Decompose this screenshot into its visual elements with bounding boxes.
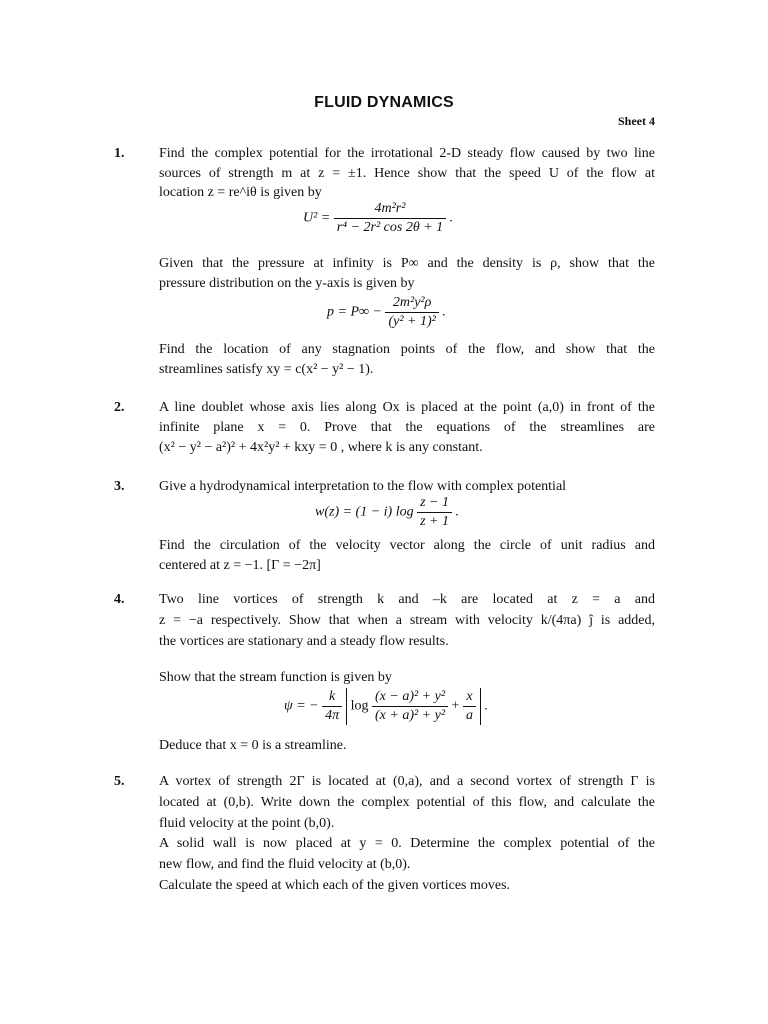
problem-text-line: centered at z = −1. [Γ = −2π] [159, 558, 321, 573]
equation-pressure [327, 294, 446, 331]
problem-text-line: located at (0,b). Write down the complex potential of this flow, and calculate the [159, 795, 655, 810]
problem-text-line: Find the location of any stagnation points of the flow, and show that the [159, 342, 655, 357]
plus-sign: + [451, 698, 460, 714]
problem-text-line: new flow, and find the fluid velocity at (b,0). [159, 857, 411, 872]
problem-text-line: z = −a respectively. Show that when a stream with velocity k/(4πa) ĵ is added, [159, 613, 655, 628]
fraction-denominator: r⁴ − 2r² cos 2θ + 1 [334, 218, 446, 237]
problem-text-line: infinite plane x = 0. Prove that the equations of the streamlines are [159, 420, 655, 435]
log-function: log [350, 698, 369, 714]
equation-lhs: p = P∞ − [327, 304, 382, 320]
problem-text-line: A line doublet whose axis lies along Ox is placed at the point (a,0) in front of the [159, 400, 655, 415]
equation-fraction [334, 200, 446, 237]
fraction-denominator: (x + a)² + y² [372, 706, 448, 725]
equation-fraction [463, 688, 476, 725]
equation-tail: . [484, 698, 488, 714]
problem-text-line: Calculate the speed at which each of the given vortices moves. [159, 878, 511, 893]
equation-speed [303, 200, 453, 237]
equation-complex-potential [315, 494, 459, 531]
equation-stream-function [284, 688, 488, 725]
fraction-denominator: a [463, 706, 476, 725]
problem-text-line: fluid velocity at the point (b,0). [159, 816, 335, 831]
problem-number: 5. [114, 774, 125, 789]
problem-text-line: Two line vortices of strength k and –k are located at z = a and [159, 592, 655, 607]
problem-text-line: pressure distribution on the y-axis is given by [159, 276, 415, 291]
problem-text-line: A solid wall is now placed at y = 0. Determine the complex potential of the [159, 836, 655, 851]
fraction-denominator: (y² + 1)² [385, 312, 438, 331]
equation-lhs: ψ = − [284, 698, 319, 714]
problem-number: 2. [114, 400, 125, 415]
equation-fraction [385, 294, 438, 331]
fraction-numerator: 2m²y²ρ [392, 295, 432, 310]
equation-lhs: U² = [303, 210, 331, 226]
problem-text-line: Show that the stream function is given by [159, 670, 392, 685]
document-title: FLUID DYNAMICS [314, 94, 454, 111]
problem-text-line: sources of strength m at z = ±1. Hence show that the speed U of the flow at [159, 166, 655, 181]
problem-text-line: Given that the pressure at infinity is P∞ and the density is ρ, show that the [159, 256, 655, 271]
problem-number: 1. [114, 146, 125, 161]
problem-text-line: A vortex of strength 2Γ is located at (0,a), and a second vortex of strength Γ is [159, 774, 655, 789]
equation-fraction [372, 688, 448, 725]
fraction-numerator: (x − a)² + y² [375, 689, 446, 704]
fraction-numerator: k [328, 689, 336, 704]
equation-tail: . [455, 504, 460, 520]
fraction-numerator: 4m²r² [374, 201, 406, 216]
equation-tail: . [449, 210, 454, 226]
problem-text-line: Find the circulation of the velocity vector along the circle of unit radius and [159, 538, 655, 553]
equation-tail: . [442, 304, 446, 320]
equation-fraction [417, 494, 452, 531]
problem-text-line: location z = re^iθ is given by [159, 185, 322, 200]
fraction-numerator: z − 1 [420, 495, 450, 510]
problem-number: 3. [114, 479, 125, 494]
fraction-denominator: z + 1 [417, 512, 452, 531]
equation-lhs: w(z) = (1 − i) log [315, 504, 414, 520]
problem-text-line: streamlines satisfy xy = c(x² − y² − 1). [159, 362, 374, 377]
problem-text-line: Give a hydrodynamical interpretation to the flow with complex potential [159, 479, 567, 494]
problem-number: 4. [114, 592, 125, 607]
problem-text-line: the vortices are stationary and a steady flow results. [159, 634, 449, 649]
fraction-denominator: 4π [322, 706, 342, 725]
square-bracket-group [346, 688, 481, 725]
problem-text-line: Deduce that x = 0 is a streamline. [159, 738, 347, 753]
problem-text-line: Find the complex potential for the irrotational 2-D steady flow caused by two line [159, 146, 655, 161]
fraction-numerator: x [466, 689, 473, 704]
sheet-label: Sheet 4 [618, 114, 655, 128]
equation-fraction [322, 688, 342, 725]
problem-text-line: (x² − y² − a²)² + 4x²y² + kxy = 0 , where k is any constant. [159, 440, 483, 455]
